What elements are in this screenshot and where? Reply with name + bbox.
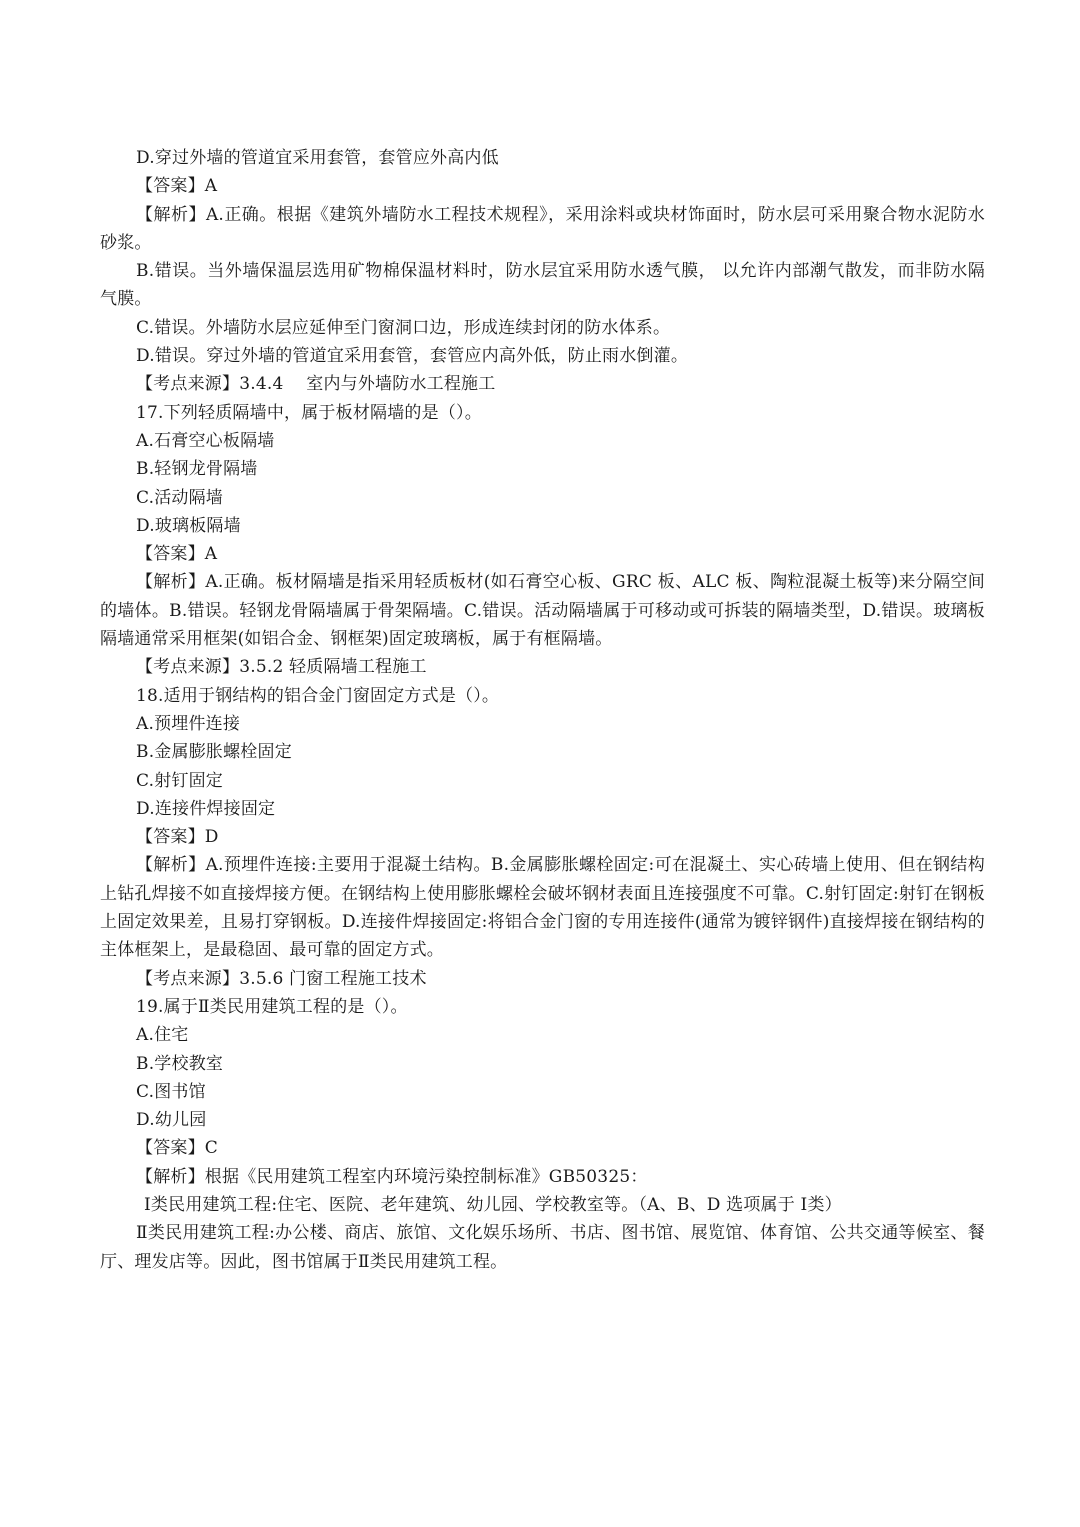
q17-option-b: B.轻钢龙骨隔墙 <box>136 459 258 480</box>
q17-option-d: D.玻璃板隔墙 <box>136 515 241 536</box>
q19-analysis-intro: 【解析】根据《民用建筑工程室内环境污染控制标准》GB50325： <box>136 1166 648 1187</box>
q17-option-a: A.石膏空心板隔墙 <box>136 430 275 451</box>
q19-analysis-class-2: Ⅱ类民用建筑工程:办公楼、商店、旅馆、文化娱乐场所、书店、图书馆、展览馆、体育馆、公共交通等候室、餐厅、理发店等。因此，图书馆属于Ⅱ类民用建筑工程。 <box>100 1223 985 1272</box>
q18-option-c: C.射钉固定 <box>136 770 224 791</box>
q17-analysis: 【解析】A.正确。板材隔墙是指采用轻质板材(如石膏空心板、GRC 板、ALC 板、陶粒混凝土板等)来分隔空间的墙体。B.错误。轻钢龙骨隔墙属于骨架隔墙。C.错误。活动隔墙属于可移动或可拆装的隔墙类型，D.错误。玻璃板隔墙通常采用框架(如铝合金、钢框架)固定玻璃板，属于有框隔墙。 <box>100 572 985 650</box>
q19-option-c: C.图书馆 <box>136 1081 206 1102</box>
q18-source: 【考点来源】3.5.6 门窗工程施工技术 <box>136 968 427 989</box>
q19-analysis-class-1: Ⅰ类民用建筑工程:住宅、医院、老年建筑、幼儿园、学校教室等。（A、B、D 选项属于 Ⅰ类） <box>144 1194 842 1215</box>
q17-source: 【考点来源】3.5.2 轻质隔墙工程施工 <box>136 657 427 678</box>
q18-answer: 【答案】D <box>136 827 219 848</box>
q18-option-d: D.连接件焊接固定 <box>136 798 276 819</box>
q18-question: 18.适用于钢结构的铝合金门窗固定方式是（）。 <box>136 685 500 706</box>
q18-option-a: A.预埋件连接 <box>136 713 241 734</box>
q17-question: 17.下列轻质隔墙中，属于板材隔墙的是（）。 <box>136 402 482 423</box>
q19-answer: 【答案】C <box>136 1138 219 1159</box>
q16-source: 【考点来源】3.4.4 室内与外墙防水工程施工 <box>136 374 496 395</box>
q18-analysis: 【解析】A.预埋件连接:主要用于混凝土结构。B.金属膨胀螺栓固定:可在混凝土、实心砖墙上使用、但在钢结构上钻孔焊接不如直接焊接方便。在钢结构上使用膨胀螺栓会破坏钢材表面且连接强度不可靠。C.射钉固定:射钉在钢板上固定效果差，且易打穿钢板。D.连接件焊接固定:将铝合金门窗的专用连接件(通常为镀锌钢件)直接焊接在钢结构的主体框架上，是最稳固、最可靠的固定方式。 <box>100 855 985 961</box>
q18-option-b: B.金属膨胀螺栓固定 <box>136 742 292 763</box>
q19-option-b: B.学校教室 <box>136 1053 224 1074</box>
document-body <box>100 144 985 1276</box>
q16-option-d: D.穿过外墙的管道宜采用套管，套管应外高内低 <box>136 148 499 168</box>
q16-analysis-d: D.错误。穿过外墙的管道宜采用套管，套管应内高外低，防止雨水倒灌。 <box>136 346 689 367</box>
q19-question: 19.属于Ⅱ类民用建筑工程的是（）。 <box>136 996 408 1017</box>
q19-option-a: A.住宅 <box>136 1025 189 1046</box>
q17-answer: 【答案】A <box>136 544 218 565</box>
q19-option-d: D.幼儿园 <box>136 1110 207 1131</box>
q16-analysis-b: B.错误。当外墙保温层选用矿物棉保温材料时，防水层宜采用防水透气膜， 以允许内部潮气散发，而非防水隔气膜。 <box>100 261 985 310</box>
q16-analysis-c: C.错误。外墙防水层应延伸至门窗洞口边，形成连续封闭的防水体系。 <box>136 317 671 338</box>
q16-analysis-a: 【解析】A.正确。根据《建筑外墙防水工程技术规程》，采用涂料或块材饰面时，防水层可采用聚合物水泥防水砂浆。 <box>100 204 985 253</box>
q16-answer: 【答案】A <box>136 176 218 197</box>
q17-option-c: C.活动隔墙 <box>136 487 224 508</box>
